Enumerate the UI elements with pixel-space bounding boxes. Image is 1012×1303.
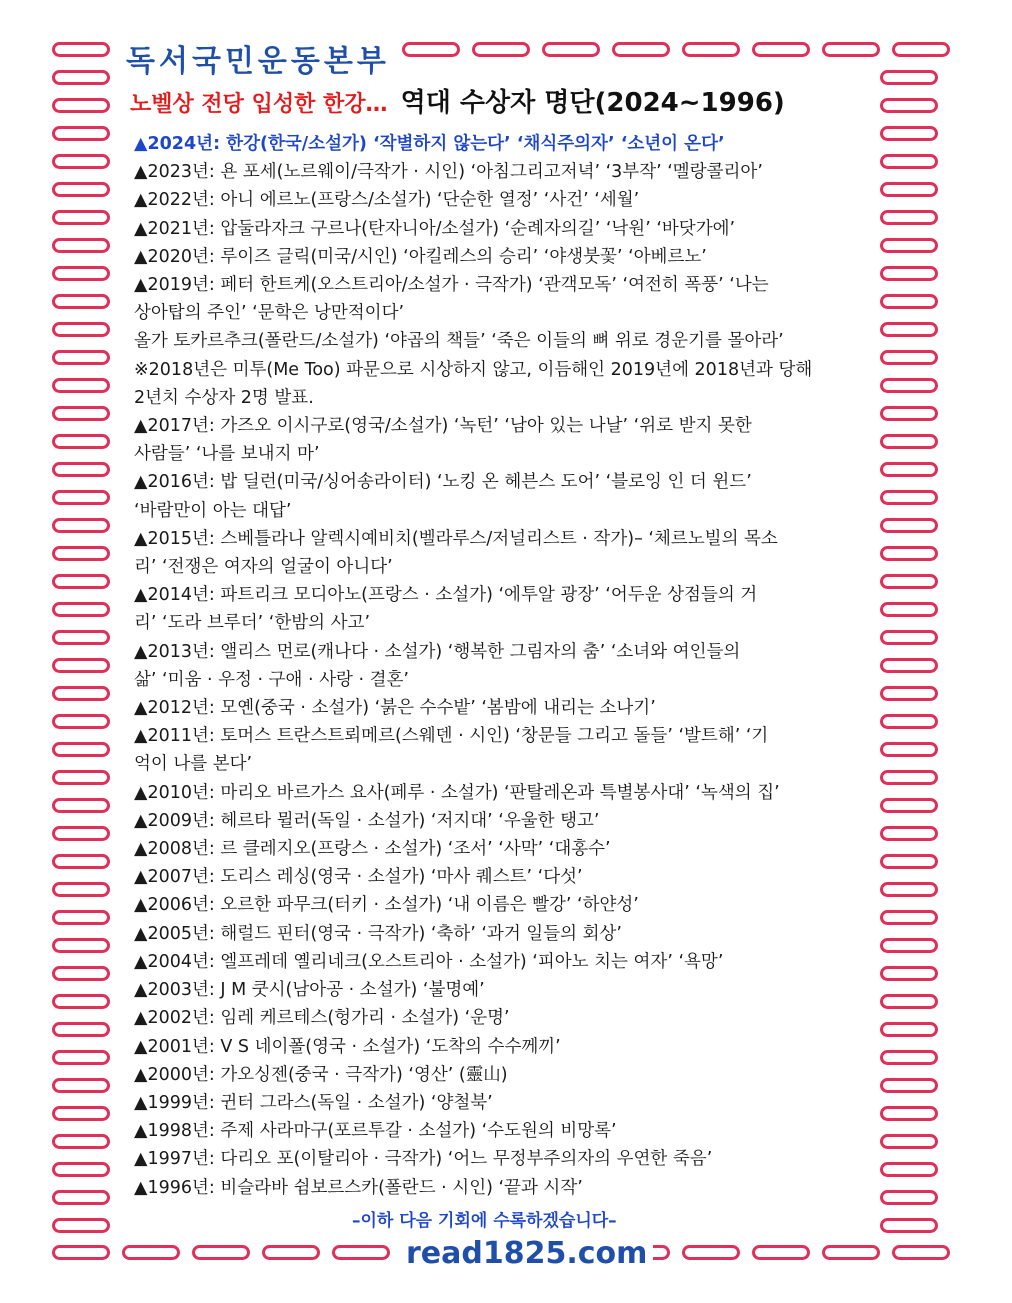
winner-entry: ▲2000년: 가오싱젠(중국 · 극작가) ‘영산’ (靈山) xyxy=(134,1064,508,1085)
winner-entry: ▲2005년: 해럴드 핀터(영국 · 극작가) ‘축하’ ‘과거 일들의 회상’ xyxy=(134,923,622,944)
winner-entry: ▲2024년: 한강(한국/소설가) ‘작별하지 않는다’ ‘채식주의자’ ‘소년이 온다’ xyxy=(134,134,725,154)
winner-entry: ▲2016년: 밥 딜런(미국/싱어송라이터) ‘노킹 온 헤븐스 도어’ ‘블로잉 인 더 윈드’ xyxy=(134,472,752,493)
winner-entry: ▲2022년: 아니 에르노(프랑스/소설가) ‘단순한 열정’ ‘사건’ ‘세월’ xyxy=(134,190,640,211)
winner-entry: ▲2010년: 마리오 바르가스 요사(페루 · 소설가) ‘판탈레온과 특별봉사대’ ‘녹색의 집’ xyxy=(134,782,780,803)
winner-entry: 상아탑의 주인’ ‘문학은 낭만적이다’ xyxy=(134,303,405,324)
winner-entry: ▲2012년: 모옌(중국 · 소설가) ‘붉은 수수밭’ ‘봄밤에 내리는 소나기’ xyxy=(134,698,656,719)
winner-entry: ▲2004년: 엘프레데 옐리네크(오스트리아 · 소설가) ‘피아노 치는 여자’ ‘욕망’ xyxy=(134,951,724,972)
winner-entry: ▲1997년: 다리오 포(이탈리아 · 극작가) ‘어느 무정부주의자의 우연한 죽음’ xyxy=(134,1149,713,1170)
winner-entry: ▲2023년: 욘 포세(노르웨이/극작가 · 시인) ‘아침그리고저녁’ ‘3부작’ ‘멜랑콜리아’ xyxy=(134,162,763,183)
winner-entry: ▲1998년: 주제 사라마구(포르투갈 · 소설가) ‘수도원의 비망록’ xyxy=(134,1121,617,1142)
page-title xyxy=(130,82,785,119)
winner-entry: ▲2009년: 헤르타 뮐러(독일 · 소설가) ‘저지대’ ‘우울한 탱고’ xyxy=(134,810,600,831)
winner-entry: ▲2014년: 파트리크 모디아노(프랑스 · 소설가) ‘에투알 광장’ ‘어두운 상점들의 거 xyxy=(134,585,758,606)
winner-entry: 사람들’ ‘나를 보내지 마’ xyxy=(134,444,320,465)
winner-entry: 올가 토카르추크(폴란드/소설가) ‘야곱의 책들’ ‘죽은 이들의 뼈 위로 경운기를 몰아라’ xyxy=(134,331,784,352)
winner-entry: 리’ ‘전쟁은 여자의 얼굴이 아니다’ xyxy=(134,557,393,578)
winner-entry: ▲1999년: 귄터 그라스(독일 · 소설가) ‘양철북’ xyxy=(134,1092,493,1113)
site-url: read1825.com xyxy=(400,1236,653,1271)
closing-note: –이하 다음 기회에 수록하겠습니다– xyxy=(352,1211,617,1231)
winner-entry: ▲2006년: 오르한 파무크(터키 · 소설가) ‘내 이름은 빨강’ ‘하얀성’ xyxy=(134,895,639,916)
winner-entry: ▲2019년: 페터 한트케(오스트리아/소설가 · 극작가) ‘관객모독’ ‘여전히 폭풍’ ‘나는 xyxy=(134,275,769,296)
winner-entry: ▲2003년: J M 쿳시(남아공 · 소설가) ‘불명예’ xyxy=(134,980,485,1001)
winner-entry: ▲2011년: 토머스 트란스트뢰메르(스웨덴 · 시인) ‘창문들 그리고 돌들’ ‘발트해’ ‘기 xyxy=(134,726,769,747)
winner-entry: ▲2007년: 도리스 레싱(영국 · 소설가) ‘마사 퀘스트’ ‘다섯’ xyxy=(134,867,583,888)
title-highlight: 노벨상 전당 입성한 한강… xyxy=(130,92,388,117)
winner-entry: 억이 나를 본다’ xyxy=(134,754,253,775)
winner-entry: ▲2013년: 앨리스 먼로(캐나다 · 소설가) ‘행복한 그림자의 춤’ ‘소녀와 여인들의 xyxy=(134,641,741,662)
winner-entry: ▲2020년: 루이즈 글릭(미국/시인) ‘아킬레스의 승리’ ‘야생붓꽃’ ‘아베르노’ xyxy=(134,246,707,267)
title-main: 역대 수상자 명단(2024~1996) xyxy=(400,88,785,118)
winners-list xyxy=(134,130,874,1202)
winner-entry: 리’ ‘도라 브루더’ ‘한밤의 사고’ xyxy=(134,613,371,634)
org-header: 독서국민운동본부 xyxy=(120,36,396,80)
winner-entry: ▲2017년: 가즈오 이시구로(영국/소설가) ‘녹턴’ ‘남아 있는 나날’ ‘위로 받지 못한 xyxy=(134,416,752,437)
winner-entry: 2년치 수상자 2명 발표. xyxy=(134,387,314,408)
winner-entry: 삶’ ‘미움 · 우정 · 구애 · 사랑 · 결혼’ xyxy=(134,669,409,690)
winner-entry: ▲2002년: 임레 케르테스(헝가리 · 소설가) ‘운명’ xyxy=(134,1008,510,1029)
winner-entry: ‘바람만이 아는 대답’ xyxy=(134,500,292,521)
winner-entry: ▲1996년: 비슬라바 쉼보르스카(폴란드 · 시인) ‘끝과 시작’ xyxy=(134,1177,583,1198)
winner-entry: ▲2021년: 압둘라자크 구르나(탄자니아/소설가) ‘순례자의길’ ‘낙원’ ‘바닷가에’ xyxy=(134,218,736,239)
winner-entry: ▲2001년: V S 네이폴(영국 · 소설가) ‘도착의 수수께끼’ xyxy=(134,1036,561,1057)
winner-entry: ※2018년은 미투(Me Too) 파문으로 시상하지 않고, 이듬해인 2019년에 2018년과 당해 xyxy=(134,359,813,380)
winner-entry: ▲2008년: 르 클레지오(프랑스 · 소설가) ‘조서’ ‘사막’ ‘대홍수’ xyxy=(134,839,611,860)
winner-entry: ▲2015년: 스베틀라나 알렉시예비치(벨라루스/저널리스트 · 작가)– ‘체르노빌의 목소 xyxy=(134,528,778,549)
